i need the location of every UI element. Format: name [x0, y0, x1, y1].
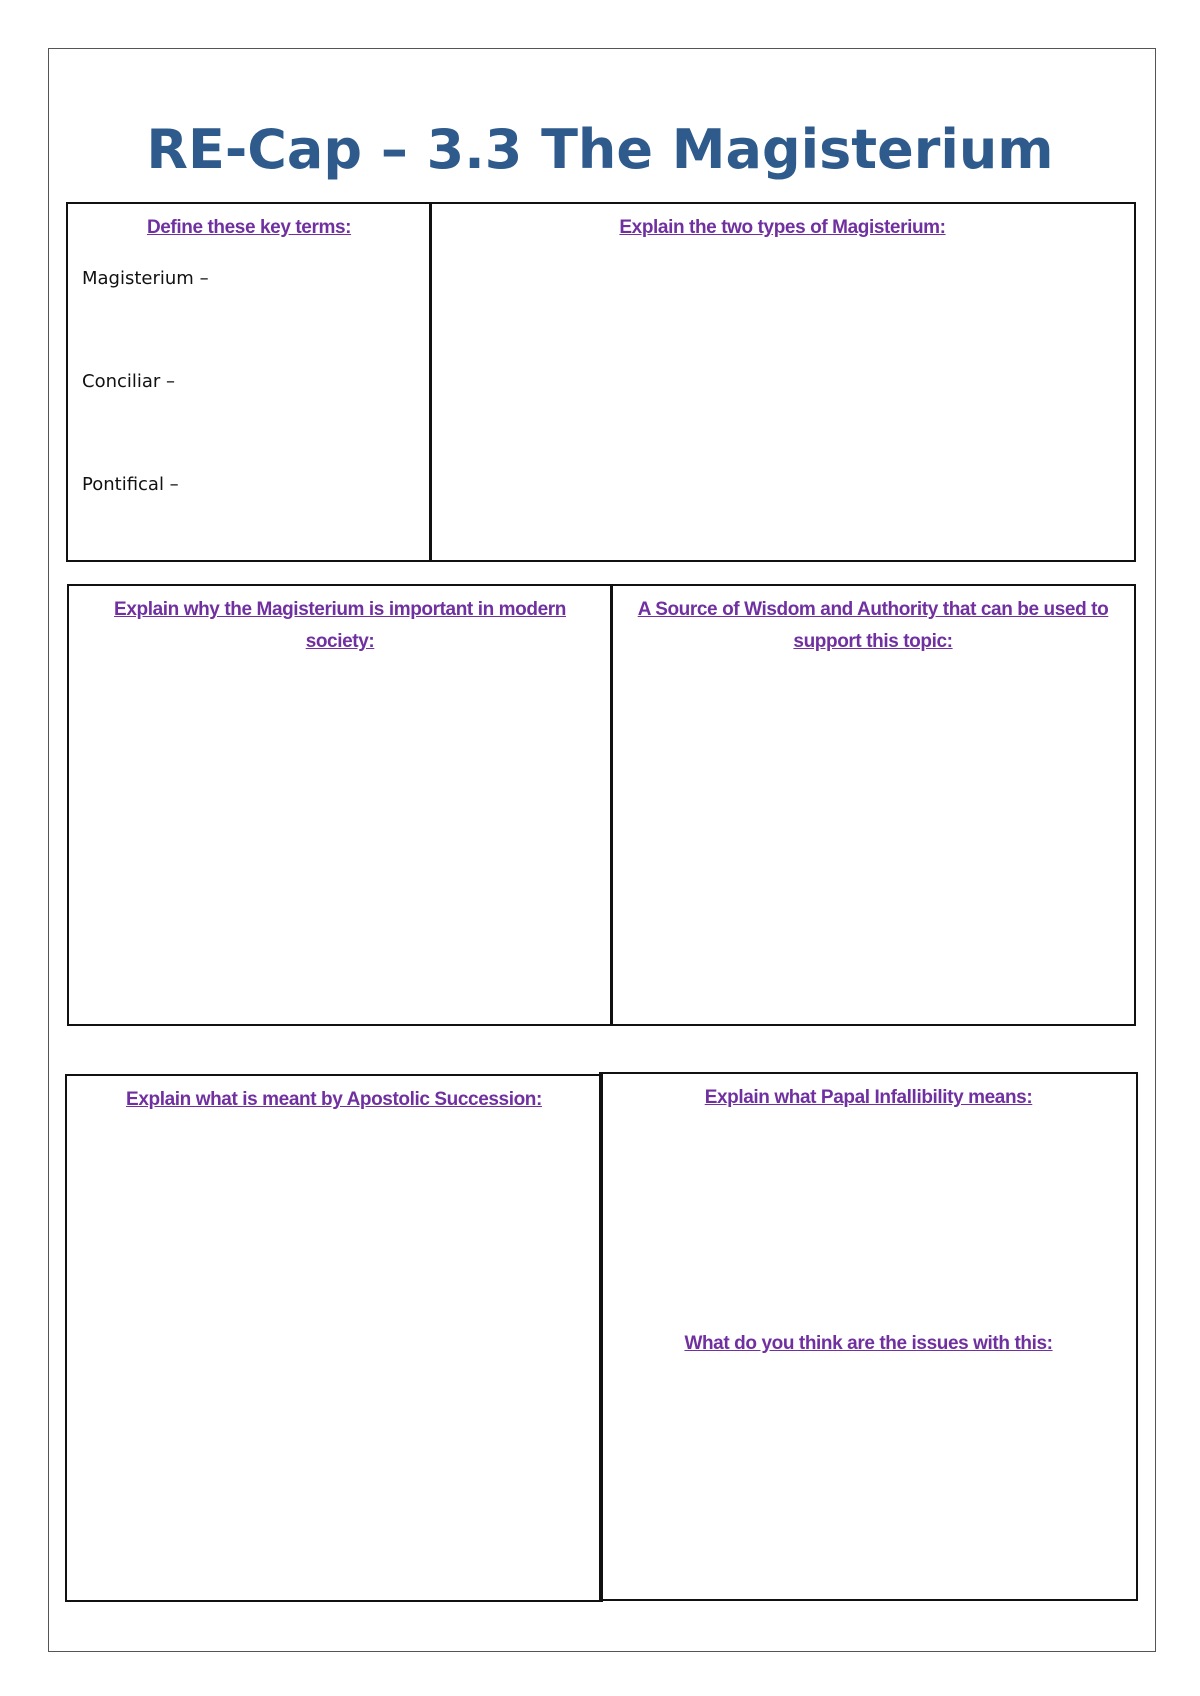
source-of-wisdom-heading: A Source of Wisdom and Authority that can be used to support this topic: — [637, 599, 1109, 652]
two-types-box — [429, 202, 1136, 562]
term-conciliar: Conciliar – — [82, 371, 176, 392]
modern-society-box — [67, 584, 613, 1026]
modern-society-heading: Explain why the Magisterium is important in modern society: — [114, 599, 566, 652]
key-terms-box — [66, 202, 432, 562]
term-pontifical: Pontifical – — [82, 474, 179, 495]
term-magisterium: Magisterium – — [82, 268, 209, 289]
apostolic-succession-box — [65, 1074, 603, 1602]
page-title: RE-Cap – 3.3 The Magisterium — [146, 118, 1054, 181]
apostolic-succession-heading: Explain what is meant by Apostolic Succession: — [126, 1089, 542, 1110]
papal-infallibility-heading: Explain what Papal Infallibility means: — [704, 1087, 1033, 1108]
papal-infallibility-issues-heading: What do you think are the issues with this: — [684, 1333, 1053, 1354]
two-types-heading: Explain the two types of Magisterium: — [619, 217, 946, 238]
key-terms-heading: Define these key terms: — [146, 217, 352, 238]
source-of-wisdom-box — [610, 584, 1136, 1026]
papal-infallibility-box — [599, 1072, 1138, 1601]
